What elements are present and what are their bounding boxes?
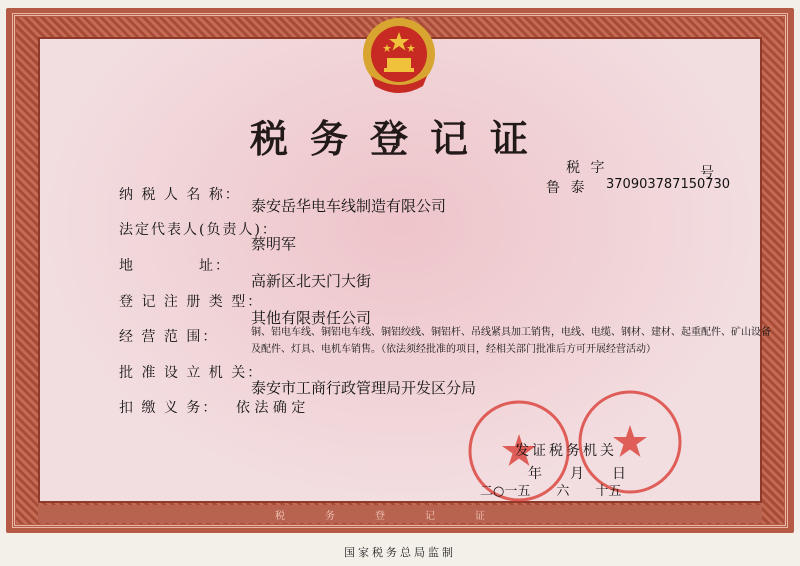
date-labels: 年 月 日 bbox=[528, 466, 626, 482]
field-label-representative: 法定代表人(负责人)： bbox=[119, 222, 278, 238]
field-value-address: 高新区北天门大街 bbox=[251, 272, 372, 290]
issuing-authority: 发证税务机关 bbox=[515, 443, 617, 459]
footer-supervisor: 国家税务总局监制 bbox=[344, 546, 456, 559]
issue-date: 二○一五 六 十五 bbox=[480, 484, 622, 499]
national-emblem-icon bbox=[357, 14, 441, 98]
bottom-band bbox=[38, 505, 762, 523]
field-label-registration-type: 登 记 注 册 类 型： bbox=[119, 294, 264, 310]
business-scope-text: 铜、铝电车线、铜铝电车线、铜铝绞线、铜铝杆、吊线紧具加工销售，电线、电缆、钢材、建材、起重配件、矿山设备及配件、灯具、电机车销售。（依法须经批准的项目，经相关部门批准后方可开展经营活动） bbox=[251, 327, 771, 355]
field-label-business-scope: 经 营 范 围： bbox=[119, 329, 219, 345]
field-value-representative: 蔡明军 bbox=[251, 235, 297, 253]
field-value-name: 泰安岳华电车线制造有限公司 bbox=[251, 197, 447, 215]
field-label-name: 纳 税 人 名 称： bbox=[119, 187, 241, 203]
document-title: 税务登记证 bbox=[249, 116, 550, 161]
tax-number: 370903787150730 bbox=[606, 177, 731, 192]
field-value-withholding: 依 法 确 定 bbox=[236, 400, 306, 416]
tax-number-suffix: 号 bbox=[700, 165, 714, 181]
tax-number-label: 税 字 bbox=[566, 160, 608, 176]
field-value-approval-authority: 泰安市工商行政管理局开发区分局 bbox=[251, 379, 477, 397]
tax-number-prefix: 鲁 泰 bbox=[546, 180, 588, 196]
field-label-address: 地 址： bbox=[119, 258, 231, 274]
band-text: 税务登记证 bbox=[275, 511, 525, 522]
field-label-withholding: 扣 缴 义 务： bbox=[119, 400, 219, 416]
field-value-registration-type: 其他有限责任公司 bbox=[251, 309, 372, 327]
field-label-approval-authority: 批 准 设 立 机 关： bbox=[119, 365, 264, 381]
